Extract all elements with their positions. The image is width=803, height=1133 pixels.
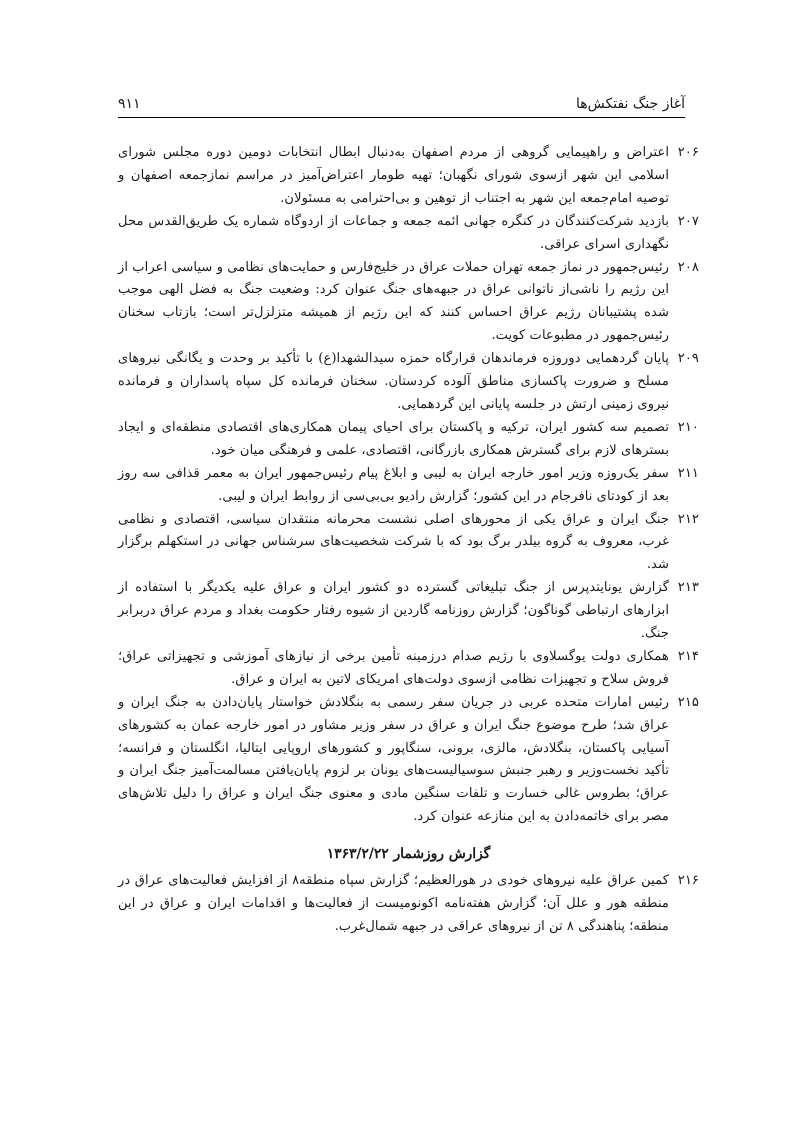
entry-number: ۲۰۸ xyxy=(677,259,699,275)
entry-text: گزارش یونایتدپرس از جنگ تبلیغاتی گسترده دو کشور ایران و عراق علیه یکدیگر با استفاده از ابزارهای ارتباطی گوناگون؛ گزارش روزنامه گاردین از شیوه رفتار حکومت بغداد و مردم عراق دربرابر جنگ. xyxy=(118,580,669,642)
chronology-entry xyxy=(118,870,699,939)
entry-number: ۲۱۰ xyxy=(677,419,699,435)
chronology-entry xyxy=(118,417,699,463)
entry-number: ۲۱۵ xyxy=(677,694,699,710)
entry-text: اعتراض و راهپیمایی گروهی از مردم اصفهان به‌دنبال ابطال انتخابات دومین دوره مجلس شورای اسلامی این شهر ازسوی شورای نگهبان؛ تهیه طومار اعتراض‌آمیز در مراسم نمازجمعه اصفهان و توصیه امام‌جمعه این شهر به اجتناب از توهین و بی‌احترامی به مسئولان. xyxy=(118,145,669,206)
entry-number: ۲۱۴ xyxy=(677,648,699,664)
chronology-entry xyxy=(118,257,699,349)
entry-text: رئیس امارات متحده عربی در جریان سفر رسمی به بنگلادش خواستار پایان‌دادن به جنگ ایران و عراق شد؛ طرح موضوع جنگ ایران و عراق در سفر وزیر مشاور در امور خارجه عمان به کشورهای آسیایی پاکستان، بنگلادش، مالزی، برونی، سنگاپور و کشورهای اروپایی ایتالیا، انگلستان و فرانسه؛ تأکید نخست‌وزیر و رهبر جنبش سوسیالیست‌های یونان بر لزوم پایان‌یافتن مسالمت‌آمیز جنگ ایران و عراق؛ بطروس غالی خسارت و تلفات سنگین مادی و معنوی جنگ ایران و عراق را دلیل تلاش‌های مصر برای خاتمه‌دادن به این منازعه عنوان کرد. xyxy=(118,694,669,825)
chronology-entry xyxy=(118,509,699,578)
entry-text: رئیس‌جمهور در نماز جمعه تهران حملات عراق در خلیج‌فارس و حمایت‌های نظامی و سیاسی اعراب از این رژیم را ناشی‌از ناتوانی عراق در جبهه‌های جنگ عنوان کرد: وضعیت جنگ به فضل الهی موجب شده پشتیبانان رژیم عراق احساس کنند که این رژیم از همیشه متزلزل‌تر است؛ بازتاب سخنان رئیس‌جمهور در مطبوعات کویت. xyxy=(118,259,669,344)
entry-text: پایان گردهمایی دوروزه فرماندهان قرارگاه حمزه سیدالشهدا(ع) با تأکید بر وحدت و یگانگی نیروهای مسلح و ضرورت پاکسازی مناطق آلوده کردستان. سخنان فرمانده کل سپاه پاسداران و فرمانده نیروی زمینی ارتش در جلسه پایانی این گردهمایی. xyxy=(118,351,669,412)
chronology-entry xyxy=(118,142,699,211)
entry-text: بازدید شرکت‌کنندگان در کنگره جهانی ائمه جمعه و جماعات از اردوگاه شماره یک طریق‌القدس محل نگهداری اسرای عراقی. xyxy=(118,213,669,252)
chronology-entry xyxy=(118,646,699,692)
entry-number: ۲۰۶ xyxy=(677,145,699,160)
chronology-entry xyxy=(118,211,699,257)
entry-number: ۲۱۲ xyxy=(677,511,699,527)
entry-text: جنگ ایران و عراق یکی از محورهای اصلی نشست محرمانه منتقدان سیاسی، اقتصادی و نظامی غرب، معروف به گروه بیلدر برگ بود که با شرکت شخصیت‌های سرشناس جهانی در استکهلم برگزار شد. xyxy=(118,511,669,573)
chronology-entry xyxy=(118,577,699,646)
entry-text: همکاری دولت یوگسلاوی با رژیم صدام درزمینه تأمین برخی از نیازهای آموزشی و تجهیزاتی عراق؛ فروش سلاح و تجهیزات نظامی ازسوی دولت‌های امریکای لاتین به ایران و عراق. xyxy=(118,648,669,687)
chronology-entry xyxy=(118,463,699,509)
entry-number: ۲۰۷ xyxy=(677,213,699,229)
entry-number: ۲۱۶ xyxy=(677,873,699,889)
entry-text: کمین عراق علیه نیروهای خودی در هورالعظیم؛ گزارش سپاه منطقه۸ از افزایش فعالیت‌های عراق در منطقه هور و علل آن؛ گزارش هفته‌نامه اکونومیست از فعالیت‌ها و اقدامات ایران و عراق در این منطقه؛ پناهندگی ۸ تن از نیروهای عراقی در جبهه شمال‌غرب. xyxy=(118,873,669,934)
entry-text: تصمیم سه کشور ایران، ترکیه و پاکستان برای احیای پیمان همکاری‌های اقتصادی منطقه‌ای و ایجاد بسترهای لازم برای گسترش همکاری بازرگانی، اقتصادی، علمی و فرهنگی میان خود. xyxy=(118,419,669,458)
page-number: ۹۱۱ xyxy=(118,96,141,112)
running-head xyxy=(118,88,685,112)
header-rule xyxy=(118,117,685,118)
chronology-body xyxy=(118,142,699,939)
chronology-entry xyxy=(118,348,699,417)
entry-number: ۲۱۳ xyxy=(677,580,699,596)
entry-number: ۲۱۱ xyxy=(677,465,699,481)
section-heading: گزارش روزشمار ۱۳۶۳/۲/۲۲ xyxy=(326,846,491,863)
running-title: آغاز جنگ نفتکش‌ها xyxy=(576,96,685,112)
entry-number: ۲۰۹ xyxy=(677,351,699,367)
entry-text: سفر یک‌روزه وزیر امور خارجه ایران به لیبی و ابلاغ پیام رئیس‌جمهور ایران به معمر قذافی سه روز بعد از کودتای نافرجام در این کشور؛ گزارش رادیو بی‌بی‌سی از روابط ایران و لیبی. xyxy=(118,465,669,504)
chronology-entry xyxy=(118,692,699,829)
